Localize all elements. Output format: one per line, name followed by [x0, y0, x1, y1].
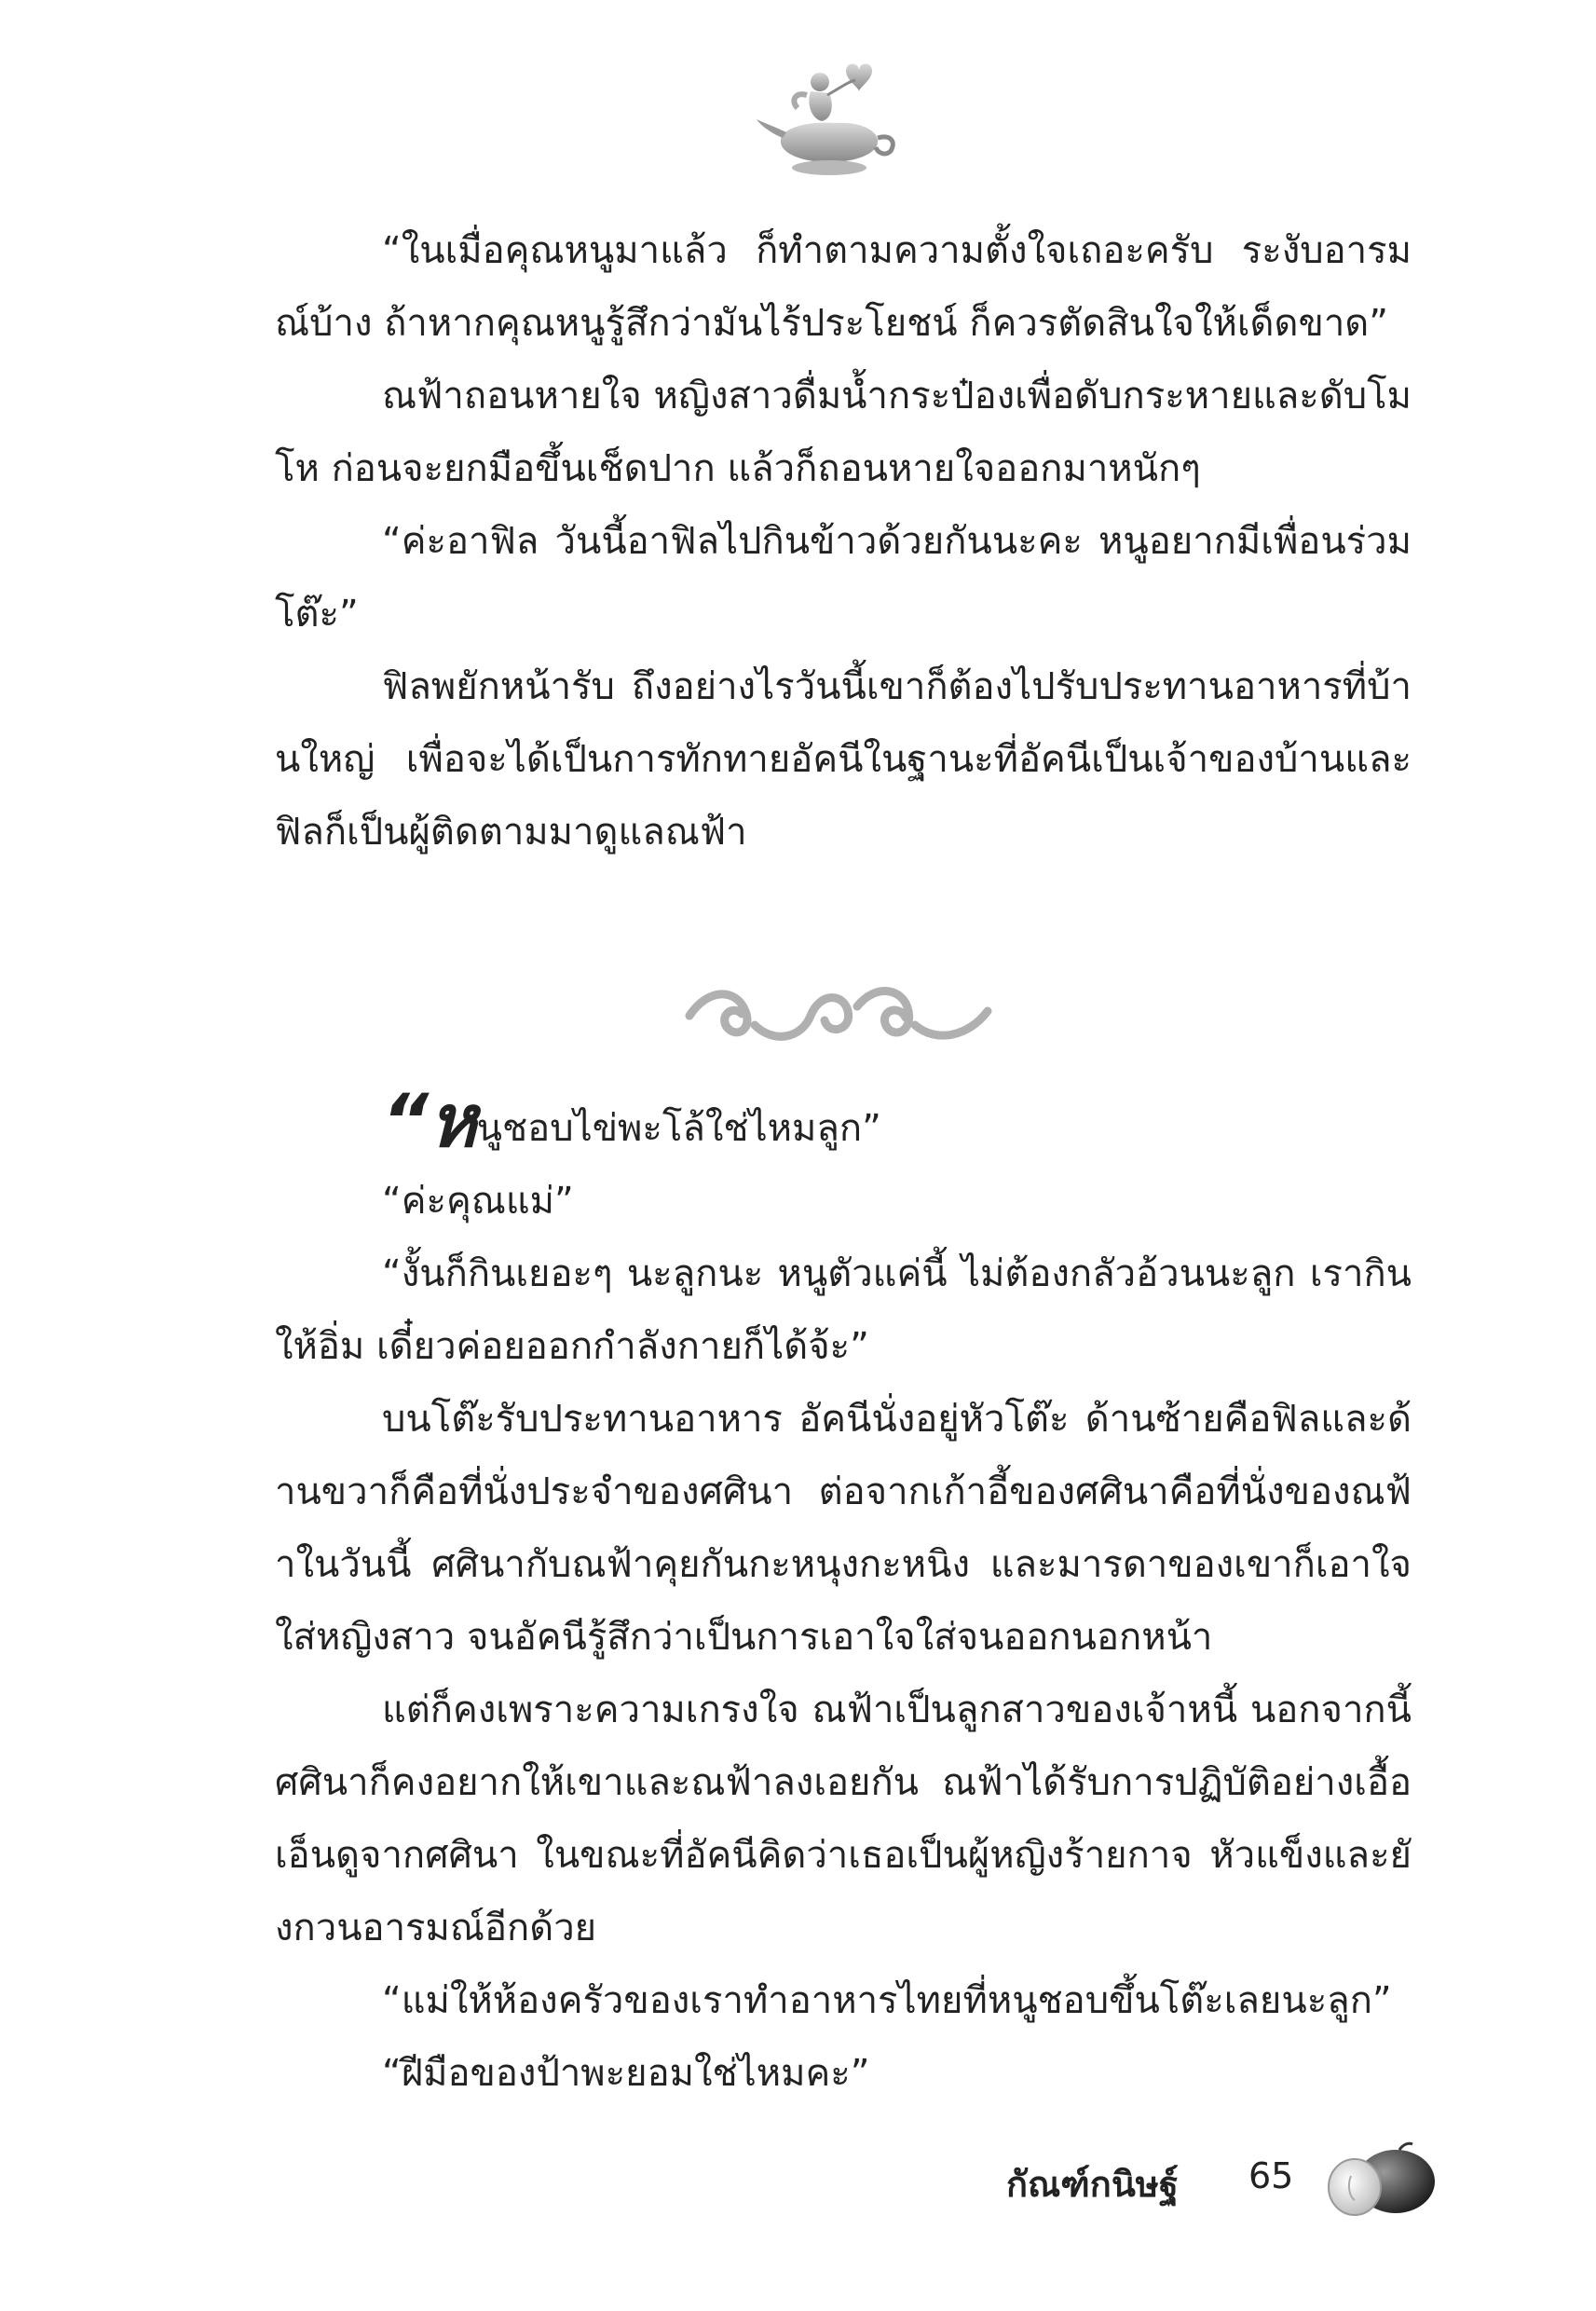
drop-cap-quote: “ [382, 1080, 430, 1164]
paragraph: ณฟ้าถอนหายใจ หญิงสาวดื่มน้ำกระป๋องเพื่อดับกระหายและดับโมโห ก่อนจะยกมือขึ้นเช็ดปาก แล้วก็ถอนหายใจออกมาหนักๆ [275, 375, 1412, 490]
paragraph: ฟิลพยักหน้ารับ ถึงอย่างไรวันนี้เขาก็ต้องไปรับประทานอาหารที่บ้านใหญ่ เพื่อจะได้เป็นการทักทายอัคนีในฐานะที่อัคนีเป็นเจ้าของบ้านและฟิลก็เป็นผู้ติดตามมาดูแลณฟ้า [275, 665, 1412, 854]
paragraph: “ฝีมือของป้าพะยอมใช่ไหมคะ” [382, 2052, 870, 2095]
paragraph: แต่ก็คงเพราะความเกรงใจ ณฟ้าเป็นลูกสาวของเจ้าหนี้ นอกจากนี้ศศินาก็คงอยากให้เขาและณฟ้าลงเอยกัน ณฟ้าได้รับการปฏิบัติอย่างเอื้อเอ็นดูจากศศินา ในขณะที่อัคนีคิดว่าเธอเป็นผู้หญิงร้ายกาจ หัวแข็งและยังกวนอารมณ์อีกด้วย [275, 1689, 1412, 1949]
scroll-flourish-icon [671, 969, 1006, 1053]
page-number: 65 [1248, 2155, 1294, 2196]
drop-cap-paragraph [275, 1080, 1412, 1165]
apples-icon [1314, 2139, 1444, 2222]
section-2-text [275, 1080, 1412, 2110]
drop-cap-rest: นูชอบไข่พะโล้ใช่ไหมลูก” [476, 1107, 881, 1150]
book-title: กัณฑ์กนิษฐ์ [1006, 2164, 1179, 2205]
page-footer [1006, 2139, 1435, 2222]
section-1-text [275, 214, 1412, 868]
drop-cap-letter: ห [429, 1080, 477, 1164]
cupid-teapot-ornament-icon [755, 54, 904, 180]
paragraph: “งั้นก็กินเยอะๆ นะลูกนะ หนูตัวแค่นี้ ไม่ต้องกลัวอ้วนนะลูก เรากินให้อิ่ม เดี๋ยวค่อยออกกำลังกายก็ได้จ้ะ” [275, 1252, 1412, 1368]
paragraph: “ในเมื่อคุณหนูมาแล้ว ก็ทำตามความตั้งใจเถอะครับ ระงับอารมณ์บ้าง ถ้าหากคุณหนูรู้สึกว่ามันไร้ประโยชน์ ก็ควรตัดสินใจให้เด็ดขาด” [275, 229, 1412, 345]
paragraph: “ค่ะคุณแม่” [382, 1180, 574, 1223]
paragraph: “ค่ะอาฟิล วันนี้อาฟิลไปกินข้าวด้วยกันนะคะ หนูอยากมีเพื่อนร่วมโต๊ะ” [275, 520, 1412, 636]
paragraph: บนโต๊ะรับประทานอาหาร อัคนีนั่งอยู่หัวโต๊ะ ด้านซ้ายคือฟิลและด้านขวาก็คือที่นั่งประจำของศศินา ต่อจากเก้าอี้ของศศินาคือที่นั่งของณฟ้าในวันนี้ ศศินากับณฟ้าคุยกันกะหนุงกะหนิง และมารดาของเขาก็เอาใจใส่หญิงสาว จนอัคนีรู้สึกว่าเป็นการเอาใจใส่จนออกนอกหน้า [275, 1398, 1412, 1659]
paragraph: “แม่ให้ห้องครัวของเราทำอาหารไทยที่หนูชอบขึ้นโต๊ะเลยนะลูก” [382, 1979, 1392, 2022]
